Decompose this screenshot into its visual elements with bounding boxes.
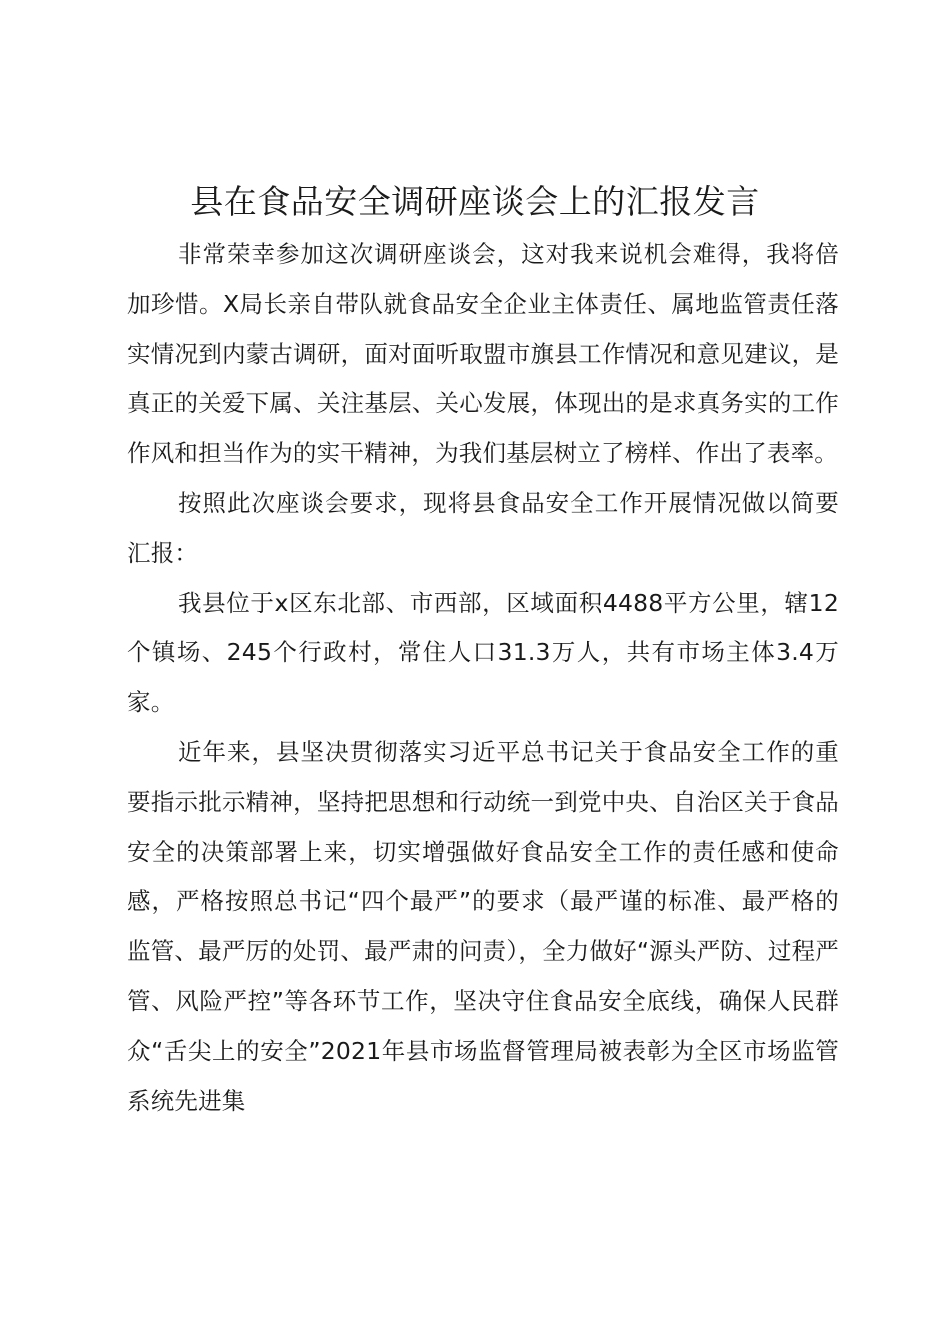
paragraph-county-overview: 我县位于x区东北部、市西部，区域面积4488平方公里，辖12个镇场、245个行政村，常住人口31.3万人，共有市场主体3.4万家。 (127, 588, 839, 717)
paragraph-report-outline: 按照此次座谈会要求，现将县食品安全工作开展情况做以简要汇报： (127, 488, 839, 567)
document-body (127, 230, 839, 1126)
document-title: 县在食品安全调研座谈会上的汇报发言 (190, 182, 760, 221)
paragraph-intro: 非常荣幸参加这次调研座谈会，这对我来说机会难得，我将倍加珍惜。X局长亲自带队就食品安全企业主体责任、属地监管责任落实情况到内蒙古调研，面对面听取盟市旗县工作情况和意见建议，是真正的关爱下属、关注基层、关心发展，体现出的是求真务实的工作作风和担当作为的实干精神，为我们基层树立了榜样、作出了表率。 (127, 240, 839, 468)
paragraph-work-summary: 近年来，县坚决贯彻落实习近平总书记关于食品安全工作的重要指示批示精神，坚持把思想和行动统一到党中央、自治区关于食品安全的决策部署上来，切实增强做好食品安全工作的责任感和使命感，严格按照总书记“四个最严”的要求（最严谨的标准、最严格的监管、最严厉的处罚、最严肃的问责），全力做好“源头严防、过程严管、风险严控”等各环节工作，坚决守住食品安全底线，确保人民群众“舌尖上的安全”2021年县市场监督管理局被表彰为全区市场监管系统先进集 (127, 737, 839, 1115)
